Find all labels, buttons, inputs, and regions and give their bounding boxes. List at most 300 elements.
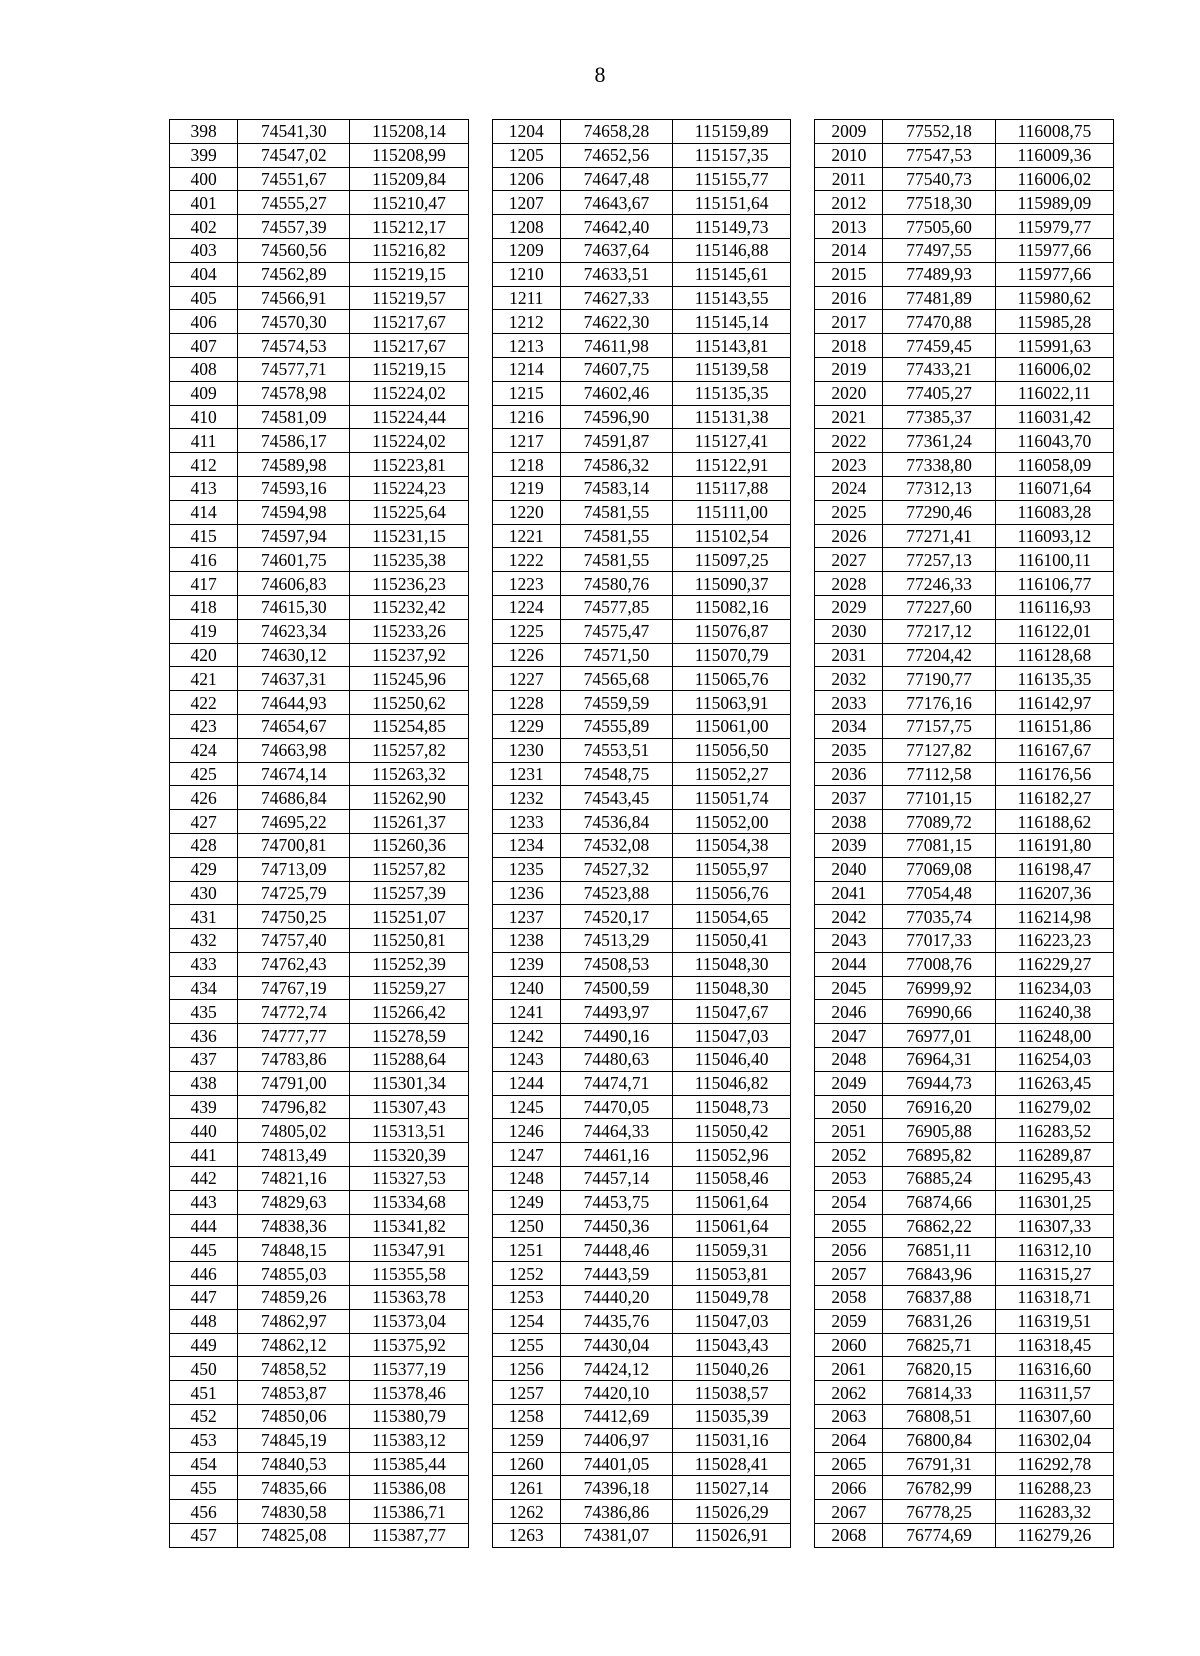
x-coordinate-cell: 74508,53 xyxy=(560,952,672,976)
y-coordinate-cell: 115046,40 xyxy=(673,1048,791,1072)
point-number-cell: 2017 xyxy=(815,310,883,334)
point-number-cell: 2056 xyxy=(815,1238,883,1262)
coordinates-table-body xyxy=(170,120,1114,1548)
table-row xyxy=(170,191,1114,215)
point-number-cell: 1255 xyxy=(492,1333,560,1357)
column-separator xyxy=(468,810,492,834)
y-coordinate-cell: 115313,51 xyxy=(350,1119,468,1143)
x-coordinate-cell: 74527,32 xyxy=(560,857,672,881)
column-separator xyxy=(468,857,492,881)
column-separator xyxy=(468,476,492,500)
y-coordinate-cell: 116312,10 xyxy=(995,1238,1113,1262)
y-coordinate-cell: 116301,25 xyxy=(995,1190,1113,1214)
y-coordinate-cell: 115048,30 xyxy=(673,976,791,1000)
y-coordinate-cell: 115046,82 xyxy=(673,1071,791,1095)
x-coordinate-cell: 74581,09 xyxy=(238,405,350,429)
y-coordinate-cell: 115223,81 xyxy=(350,453,468,477)
point-number-cell: 1229 xyxy=(492,714,560,738)
x-coordinate-cell: 74562,89 xyxy=(238,262,350,286)
point-number-cell: 411 xyxy=(170,429,238,453)
point-number-cell: 1262 xyxy=(492,1500,560,1524)
y-coordinate-cell: 115059,31 xyxy=(673,1238,791,1262)
point-number-cell: 448 xyxy=(170,1309,238,1333)
point-number-cell: 1226 xyxy=(492,643,560,667)
y-coordinate-cell: 115377,19 xyxy=(350,1357,468,1381)
y-coordinate-cell: 115380,79 xyxy=(350,1405,468,1429)
y-coordinate-cell: 116176,56 xyxy=(995,762,1113,786)
table-row xyxy=(170,1500,1114,1524)
point-number-cell: 1225 xyxy=(492,619,560,643)
y-coordinate-cell: 115977,66 xyxy=(995,262,1113,286)
y-coordinate-cell: 115347,91 xyxy=(350,1238,468,1262)
table-row xyxy=(170,1190,1114,1214)
point-number-cell: 1263 xyxy=(492,1524,560,1548)
y-coordinate-cell: 115111,00 xyxy=(673,500,791,524)
x-coordinate-cell: 77227,60 xyxy=(883,595,995,619)
table-row xyxy=(170,929,1114,953)
column-separator xyxy=(468,1024,492,1048)
y-coordinate-cell: 115145,61 xyxy=(673,262,791,286)
y-coordinate-cell: 116223,23 xyxy=(995,929,1113,953)
table-row xyxy=(170,334,1114,358)
column-separator xyxy=(791,334,815,358)
y-coordinate-cell: 116093,12 xyxy=(995,524,1113,548)
page-number: 8 xyxy=(594,62,606,87)
y-coordinate-cell: 115139,58 xyxy=(673,357,791,381)
y-coordinate-cell: 115254,85 xyxy=(350,714,468,738)
point-number-cell: 430 xyxy=(170,881,238,905)
x-coordinate-cell: 74725,79 xyxy=(238,881,350,905)
y-coordinate-cell: 116248,00 xyxy=(995,1024,1113,1048)
column-separator xyxy=(791,1000,815,1024)
y-coordinate-cell: 115143,55 xyxy=(673,286,791,310)
column-separator xyxy=(791,167,815,191)
x-coordinate-cell: 74835,66 xyxy=(238,1476,350,1500)
point-number-cell: 1242 xyxy=(492,1024,560,1048)
y-coordinate-cell: 115151,64 xyxy=(673,191,791,215)
y-coordinate-cell: 116167,67 xyxy=(995,738,1113,762)
point-number-cell: 442 xyxy=(170,1167,238,1191)
column-separator xyxy=(468,191,492,215)
table-row xyxy=(170,429,1114,453)
table-row xyxy=(170,1119,1114,1143)
y-coordinate-cell: 115224,23 xyxy=(350,476,468,500)
x-coordinate-cell: 74551,67 xyxy=(238,167,350,191)
point-number-cell: 1256 xyxy=(492,1357,560,1381)
point-number-cell: 401 xyxy=(170,191,238,215)
column-separator xyxy=(791,215,815,239)
point-number-cell: 1206 xyxy=(492,167,560,191)
column-separator xyxy=(791,810,815,834)
point-number-cell: 2031 xyxy=(815,643,883,667)
point-number-cell: 1227 xyxy=(492,667,560,691)
x-coordinate-cell: 74647,48 xyxy=(560,167,672,191)
column-separator xyxy=(468,1048,492,1072)
x-coordinate-cell: 74560,56 xyxy=(238,238,350,262)
y-coordinate-cell: 116229,27 xyxy=(995,952,1113,976)
column-separator xyxy=(791,500,815,524)
point-number-cell: 2013 xyxy=(815,215,883,239)
y-coordinate-cell: 116279,02 xyxy=(995,1095,1113,1119)
y-coordinate-cell: 115355,58 xyxy=(350,1262,468,1286)
y-coordinate-cell: 116191,80 xyxy=(995,833,1113,857)
y-coordinate-cell: 115050,41 xyxy=(673,929,791,953)
x-coordinate-cell: 74674,14 xyxy=(238,762,350,786)
column-separator xyxy=(791,381,815,405)
y-coordinate-cell: 116289,87 xyxy=(995,1143,1113,1167)
y-coordinate-cell: 115135,35 xyxy=(673,381,791,405)
column-separator xyxy=(468,1309,492,1333)
column-separator xyxy=(468,286,492,310)
y-coordinate-cell: 115047,03 xyxy=(673,1309,791,1333)
point-number-cell: 2019 xyxy=(815,357,883,381)
table-row xyxy=(170,1238,1114,1262)
column-separator xyxy=(468,1095,492,1119)
point-number-cell: 2020 xyxy=(815,381,883,405)
point-number-cell: 1228 xyxy=(492,691,560,715)
x-coordinate-cell: 76774,69 xyxy=(883,1524,995,1548)
x-coordinate-cell: 74440,20 xyxy=(560,1286,672,1310)
column-separator xyxy=(791,524,815,548)
x-coordinate-cell: 74596,90 xyxy=(560,405,672,429)
x-coordinate-cell: 76885,24 xyxy=(883,1167,995,1191)
column-separator xyxy=(468,1452,492,1476)
y-coordinate-cell: 116283,52 xyxy=(995,1119,1113,1143)
table-row xyxy=(170,143,1114,167)
column-separator xyxy=(791,1428,815,1452)
point-number-cell: 2055 xyxy=(815,1214,883,1238)
y-coordinate-cell: 115055,97 xyxy=(673,857,791,881)
coordinates-table xyxy=(169,119,1114,1548)
column-separator xyxy=(791,1286,815,1310)
point-number-cell: 2034 xyxy=(815,714,883,738)
column-separator xyxy=(468,1500,492,1524)
point-number-cell: 2049 xyxy=(815,1071,883,1095)
table-row xyxy=(170,476,1114,500)
point-number-cell: 2046 xyxy=(815,1000,883,1024)
column-separator xyxy=(791,572,815,596)
x-coordinate-cell: 77497,55 xyxy=(883,238,995,262)
point-number-cell: 434 xyxy=(170,976,238,1000)
x-coordinate-cell: 77385,37 xyxy=(883,405,995,429)
x-coordinate-cell: 76778,25 xyxy=(883,1500,995,1524)
point-number-cell: 2040 xyxy=(815,857,883,881)
y-coordinate-cell: 115237,92 xyxy=(350,643,468,667)
y-coordinate-cell: 116106,77 xyxy=(995,572,1113,596)
x-coordinate-cell: 74381,07 xyxy=(560,1524,672,1548)
x-coordinate-cell: 77459,45 xyxy=(883,334,995,358)
y-coordinate-cell: 115985,28 xyxy=(995,310,1113,334)
x-coordinate-cell: 74642,40 xyxy=(560,215,672,239)
table-row xyxy=(170,619,1114,643)
x-coordinate-cell: 74450,36 xyxy=(560,1214,672,1238)
point-number-cell: 443 xyxy=(170,1190,238,1214)
column-separator xyxy=(791,143,815,167)
point-number-cell: 438 xyxy=(170,1071,238,1095)
x-coordinate-cell: 77470,88 xyxy=(883,310,995,334)
y-coordinate-cell: 115385,44 xyxy=(350,1452,468,1476)
x-coordinate-cell: 74663,98 xyxy=(238,738,350,762)
column-separator xyxy=(791,1333,815,1357)
table-row xyxy=(170,1262,1114,1286)
point-number-cell: 1214 xyxy=(492,357,560,381)
table-row xyxy=(170,952,1114,976)
x-coordinate-cell: 74855,03 xyxy=(238,1262,350,1286)
point-number-cell: 446 xyxy=(170,1262,238,1286)
x-coordinate-cell: 74474,71 xyxy=(560,1071,672,1095)
y-coordinate-cell: 115217,67 xyxy=(350,310,468,334)
point-number-cell: 1248 xyxy=(492,1167,560,1191)
column-separator xyxy=(468,215,492,239)
point-number-cell: 1218 xyxy=(492,453,560,477)
y-coordinate-cell: 115097,25 xyxy=(673,548,791,572)
table-row xyxy=(170,500,1114,524)
column-separator xyxy=(468,143,492,167)
y-coordinate-cell: 116116,93 xyxy=(995,595,1113,619)
point-number-cell: 1217 xyxy=(492,429,560,453)
x-coordinate-cell: 77246,33 xyxy=(883,572,995,596)
y-coordinate-cell: 116151,86 xyxy=(995,714,1113,738)
column-separator xyxy=(468,643,492,667)
column-separator xyxy=(468,310,492,334)
table-row xyxy=(170,1143,1114,1167)
x-coordinate-cell: 74762,43 xyxy=(238,952,350,976)
point-number-cell: 447 xyxy=(170,1286,238,1310)
x-coordinate-cell: 74430,04 xyxy=(560,1333,672,1357)
column-separator xyxy=(468,524,492,548)
point-number-cell: 2053 xyxy=(815,1167,883,1191)
y-coordinate-cell: 115049,78 xyxy=(673,1286,791,1310)
point-number-cell: 2048 xyxy=(815,1048,883,1072)
table-row xyxy=(170,1000,1114,1024)
column-separator xyxy=(791,191,815,215)
point-number-cell: 2024 xyxy=(815,476,883,500)
column-separator xyxy=(468,667,492,691)
column-separator xyxy=(791,238,815,262)
y-coordinate-cell: 115288,64 xyxy=(350,1048,468,1072)
point-number-cell: 2057 xyxy=(815,1262,883,1286)
point-number-cell: 1261 xyxy=(492,1476,560,1500)
column-separator xyxy=(791,1024,815,1048)
x-coordinate-cell: 74630,12 xyxy=(238,643,350,667)
point-number-cell: 402 xyxy=(170,215,238,239)
column-separator xyxy=(791,1357,815,1381)
point-number-cell: 1257 xyxy=(492,1381,560,1405)
x-coordinate-cell: 74772,74 xyxy=(238,1000,350,1024)
x-coordinate-cell: 74591,87 xyxy=(560,429,672,453)
column-separator xyxy=(468,1524,492,1548)
y-coordinate-cell: 115054,38 xyxy=(673,833,791,857)
x-coordinate-cell: 74627,33 xyxy=(560,286,672,310)
y-coordinate-cell: 116008,75 xyxy=(995,120,1113,144)
y-coordinate-cell: 116214,98 xyxy=(995,905,1113,929)
x-coordinate-cell: 74570,30 xyxy=(238,310,350,334)
y-coordinate-cell: 116022,11 xyxy=(995,381,1113,405)
y-coordinate-cell: 116135,35 xyxy=(995,667,1113,691)
point-number-cell: 1240 xyxy=(492,976,560,1000)
x-coordinate-cell: 74577,85 xyxy=(560,595,672,619)
point-number-cell: 1260 xyxy=(492,1452,560,1476)
y-coordinate-cell: 115026,29 xyxy=(673,1500,791,1524)
x-coordinate-cell: 74805,02 xyxy=(238,1119,350,1143)
point-number-cell: 1212 xyxy=(492,310,560,334)
y-coordinate-cell: 115122,91 xyxy=(673,453,791,477)
column-separator xyxy=(791,762,815,786)
x-coordinate-cell: 74448,46 xyxy=(560,1238,672,1262)
x-coordinate-cell: 74830,58 xyxy=(238,1500,350,1524)
point-number-cell: 406 xyxy=(170,310,238,334)
y-coordinate-cell: 115257,82 xyxy=(350,857,468,881)
x-coordinate-cell: 74850,06 xyxy=(238,1405,350,1429)
point-number-cell: 437 xyxy=(170,1048,238,1072)
column-separator xyxy=(468,262,492,286)
column-separator xyxy=(468,619,492,643)
y-coordinate-cell: 115216,82 xyxy=(350,238,468,262)
y-coordinate-cell: 115334,68 xyxy=(350,1190,468,1214)
y-coordinate-cell: 116318,45 xyxy=(995,1333,1113,1357)
x-coordinate-cell: 74406,97 xyxy=(560,1428,672,1452)
point-number-cell: 457 xyxy=(170,1524,238,1548)
table-row xyxy=(170,1286,1114,1310)
x-coordinate-cell: 74571,50 xyxy=(560,643,672,667)
x-coordinate-cell: 74757,40 xyxy=(238,929,350,953)
column-separator xyxy=(468,1357,492,1381)
point-number-cell: 2052 xyxy=(815,1143,883,1167)
x-coordinate-cell: 74443,59 xyxy=(560,1262,672,1286)
y-coordinate-cell: 115047,03 xyxy=(673,1024,791,1048)
y-coordinate-cell: 115040,26 xyxy=(673,1357,791,1381)
point-number-cell: 2009 xyxy=(815,120,883,144)
column-separator xyxy=(468,1405,492,1429)
y-coordinate-cell: 115307,43 xyxy=(350,1095,468,1119)
y-coordinate-cell: 115251,07 xyxy=(350,905,468,929)
y-coordinate-cell: 115048,30 xyxy=(673,952,791,976)
x-coordinate-cell: 77017,33 xyxy=(883,929,995,953)
column-separator xyxy=(468,1119,492,1143)
x-coordinate-cell: 76916,20 xyxy=(883,1095,995,1119)
point-number-cell: 2014 xyxy=(815,238,883,262)
y-coordinate-cell: 115236,23 xyxy=(350,572,468,596)
point-number-cell: 2025 xyxy=(815,500,883,524)
x-coordinate-cell: 74583,14 xyxy=(560,476,672,500)
point-number-cell: 2022 xyxy=(815,429,883,453)
x-coordinate-cell: 74607,75 xyxy=(560,357,672,381)
x-coordinate-cell: 74435,76 xyxy=(560,1309,672,1333)
point-number-cell: 441 xyxy=(170,1143,238,1167)
x-coordinate-cell: 77101,15 xyxy=(883,786,995,810)
y-coordinate-cell: 115035,39 xyxy=(673,1405,791,1429)
x-coordinate-cell: 77540,73 xyxy=(883,167,995,191)
x-coordinate-cell: 74520,17 xyxy=(560,905,672,929)
point-number-cell: 2035 xyxy=(815,738,883,762)
x-coordinate-cell: 77405,27 xyxy=(883,381,995,405)
point-number-cell: 431 xyxy=(170,905,238,929)
point-number-cell: 1231 xyxy=(492,762,560,786)
x-coordinate-cell: 74493,97 xyxy=(560,1000,672,1024)
x-coordinate-cell: 74862,12 xyxy=(238,1333,350,1357)
column-separator xyxy=(468,976,492,1000)
column-separator xyxy=(468,762,492,786)
point-number-cell: 2032 xyxy=(815,667,883,691)
point-number-cell: 436 xyxy=(170,1024,238,1048)
y-coordinate-cell: 116263,45 xyxy=(995,1071,1113,1095)
y-coordinate-cell: 116188,62 xyxy=(995,810,1113,834)
point-number-cell: 1246 xyxy=(492,1119,560,1143)
point-number-cell: 2010 xyxy=(815,143,883,167)
point-number-cell: 1213 xyxy=(492,334,560,358)
x-coordinate-cell: 77481,89 xyxy=(883,286,995,310)
y-coordinate-cell: 116311,57 xyxy=(995,1381,1113,1405)
column-separator xyxy=(791,1381,815,1405)
y-coordinate-cell: 115048,73 xyxy=(673,1095,791,1119)
y-coordinate-cell: 115217,67 xyxy=(350,334,468,358)
point-number-cell: 2043 xyxy=(815,929,883,953)
y-coordinate-cell: 115149,73 xyxy=(673,215,791,239)
x-coordinate-cell: 74658,28 xyxy=(560,120,672,144)
point-number-cell: 1238 xyxy=(492,929,560,953)
y-coordinate-cell: 115989,09 xyxy=(995,191,1113,215)
table-row xyxy=(170,262,1114,286)
point-number-cell: 2067 xyxy=(815,1500,883,1524)
y-coordinate-cell: 115250,62 xyxy=(350,691,468,715)
x-coordinate-cell: 74532,08 xyxy=(560,833,672,857)
table-row xyxy=(170,643,1114,667)
y-coordinate-cell: 115224,02 xyxy=(350,429,468,453)
x-coordinate-cell: 74470,05 xyxy=(560,1095,672,1119)
x-coordinate-cell: 74523,88 xyxy=(560,881,672,905)
column-separator xyxy=(791,405,815,429)
x-coordinate-cell: 74633,51 xyxy=(560,262,672,286)
point-number-cell: 1258 xyxy=(492,1405,560,1429)
y-coordinate-cell: 115061,00 xyxy=(673,714,791,738)
x-coordinate-cell: 74695,22 xyxy=(238,810,350,834)
table-row xyxy=(170,215,1114,239)
x-coordinate-cell: 74848,15 xyxy=(238,1238,350,1262)
point-number-cell: 435 xyxy=(170,1000,238,1024)
column-separator xyxy=(791,691,815,715)
x-coordinate-cell: 74555,89 xyxy=(560,714,672,738)
column-separator xyxy=(468,429,492,453)
x-coordinate-cell: 76895,82 xyxy=(883,1143,995,1167)
y-coordinate-cell: 115263,32 xyxy=(350,762,468,786)
point-number-cell: 2041 xyxy=(815,881,883,905)
x-coordinate-cell: 74644,93 xyxy=(238,691,350,715)
x-coordinate-cell: 76874,66 xyxy=(883,1190,995,1214)
table-row xyxy=(170,357,1114,381)
x-coordinate-cell: 76851,11 xyxy=(883,1238,995,1262)
y-coordinate-cell: 116254,03 xyxy=(995,1048,1113,1072)
column-separator xyxy=(791,310,815,334)
x-coordinate-cell: 74566,91 xyxy=(238,286,350,310)
y-coordinate-cell: 115327,53 xyxy=(350,1167,468,1191)
y-coordinate-cell: 115155,77 xyxy=(673,167,791,191)
point-number-cell: 1208 xyxy=(492,215,560,239)
point-number-cell: 1233 xyxy=(492,810,560,834)
table-row xyxy=(170,238,1114,262)
y-coordinate-cell: 115082,16 xyxy=(673,595,791,619)
y-coordinate-cell: 116083,28 xyxy=(995,500,1113,524)
y-coordinate-cell: 116315,27 xyxy=(995,1262,1113,1286)
y-coordinate-cell: 115219,15 xyxy=(350,357,468,381)
point-number-cell: 410 xyxy=(170,405,238,429)
table-row xyxy=(170,1309,1114,1333)
x-coordinate-cell: 76800,84 xyxy=(883,1428,995,1452)
point-number-cell: 2060 xyxy=(815,1333,883,1357)
table-row xyxy=(170,738,1114,762)
point-number-cell: 426 xyxy=(170,786,238,810)
x-coordinate-cell: 77257,13 xyxy=(883,548,995,572)
column-separator xyxy=(791,857,815,881)
